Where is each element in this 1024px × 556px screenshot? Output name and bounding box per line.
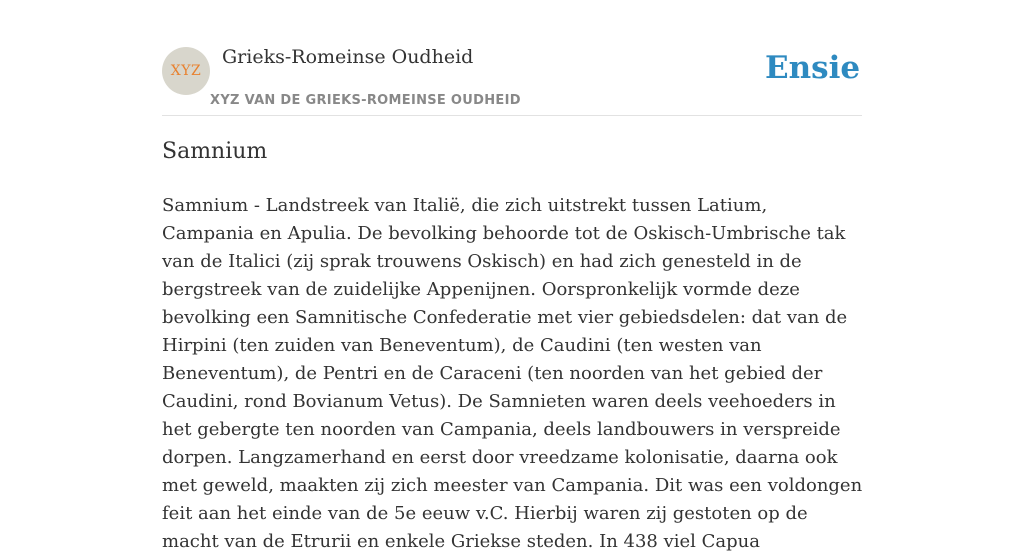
brand-logo[interactable]: Ensie bbox=[765, 50, 861, 86]
article-title: Samnium bbox=[162, 139, 268, 164]
article-body: Samnium - Landstreek van Italië, die zich uitstrekt tussen Latium, Campania en Apulia. De bevolking behoorde tot de Oskisch-Umbrische tak van de Italici (zij sprak trouwens Oskisch) en had zich genesteld in de bergstreek van de zuidelijke Appenijnen. Oorspronkelijk vormde deze bevolking een Samnitische Confederatie met vier gebiedsdelen: dat van de Hirpini (ten zuiden van Beneventum), de Caudini (ten westen van Beneventum), de Pentri en de Caraceni (ten noorden van het gebied der Caudini, rond Bovianum Vetus). De Samnieten waren deels veehoeders in het gebergte ten noorden van Campania, deels landbouwers in verspreide dorpen. Langzamerhand en eerst door vreedzame kolonisatie, daarna ook met geweld, maakten zij zich meester van Campania. Dit was een voldongen feit aan het einde van de 5e eeuw v.C. Hierbij waren zij gestoten op de macht van de Etrurii en enkele Griekse steden. In 438 viel Capua bbox=[162, 195, 863, 552]
header-divider bbox=[162, 115, 862, 116]
source-title-link[interactable]: Grieks-Romeinse Oudheid bbox=[222, 46, 474, 68]
source-subtitle: XYZ VAN DE GRIEKS-ROMEINSE OUDHEID bbox=[210, 93, 521, 108]
avatar-initials: XYZ bbox=[170, 63, 202, 79]
source-avatar[interactable] bbox=[162, 47, 210, 95]
